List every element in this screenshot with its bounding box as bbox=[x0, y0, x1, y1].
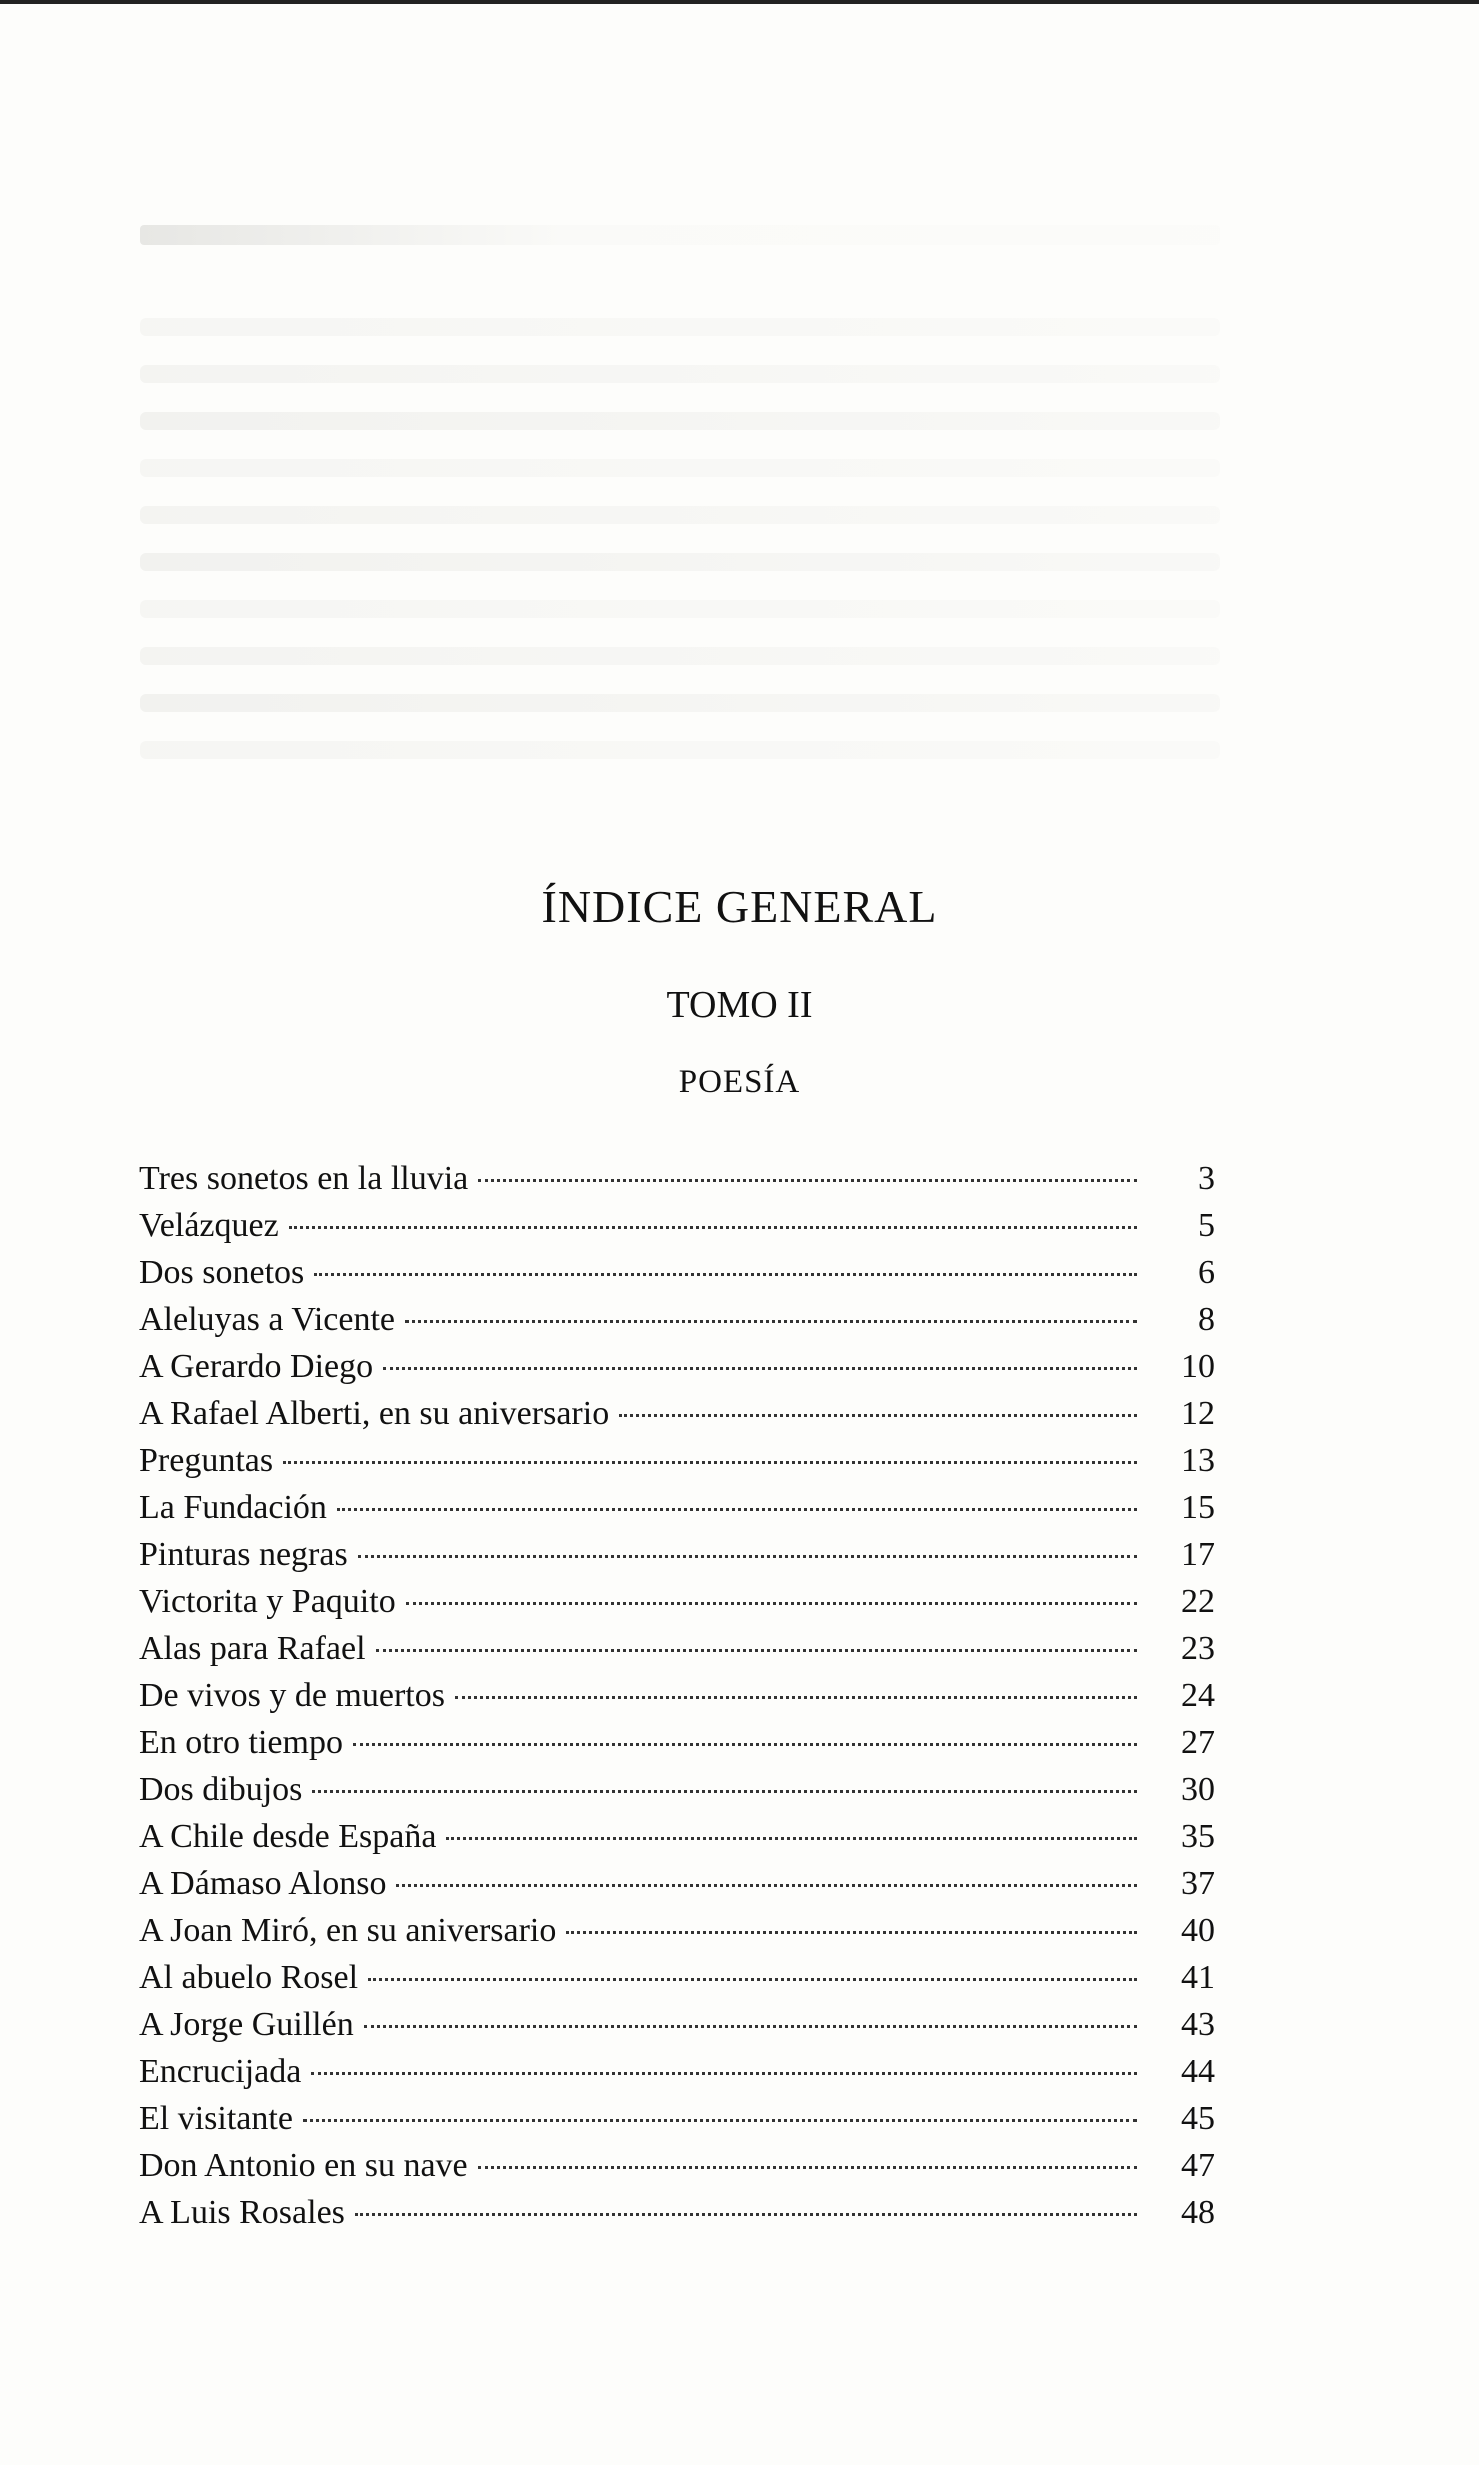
toc-entry bbox=[139, 2142, 1215, 2189]
toc-entry bbox=[139, 1249, 1215, 1296]
toc-entry bbox=[139, 1390, 1215, 1437]
toc-entry bbox=[139, 1437, 1215, 1484]
toc-entry-page: 47 bbox=[1181, 2147, 1215, 2184]
toc-entry bbox=[139, 1954, 1215, 2001]
dot-leader bbox=[405, 1319, 1137, 1323]
index-title: ÍNDICE GENERAL bbox=[541, 881, 938, 932]
dot-leader bbox=[312, 1789, 1137, 1793]
dot-leader bbox=[376, 1648, 1137, 1652]
show-through-line bbox=[140, 459, 1220, 477]
toc-entry-page: 24 bbox=[1181, 1677, 1215, 1714]
show-through-line bbox=[140, 741, 1220, 759]
toc-entry-title: Aleluyas a Vicente bbox=[139, 1301, 396, 1338]
toc-entry bbox=[139, 1672, 1215, 1719]
show-through-line bbox=[140, 694, 1220, 712]
toc-entry bbox=[139, 2048, 1215, 2095]
section-heading: POESÍA bbox=[678, 1064, 801, 1100]
toc-entry-title: De vivos y de muertos bbox=[139, 1677, 445, 1714]
show-through-line bbox=[140, 506, 1220, 524]
toc-entry-title: A Chile desde España bbox=[139, 1818, 437, 1855]
toc-entry-title: Alas para Rafael bbox=[139, 1630, 366, 1667]
toc-entry-page: 5 bbox=[1198, 1207, 1215, 1244]
dot-leader bbox=[368, 1977, 1137, 1981]
toc-entry-title: A Joan Miró, en su aniversario bbox=[139, 1912, 557, 1949]
toc-entry-page: 8 bbox=[1198, 1301, 1215, 1338]
toc-entry bbox=[139, 2189, 1215, 2236]
dot-leader bbox=[283, 1460, 1137, 1464]
toc-entry-title: A Dámaso Alonso bbox=[139, 1865, 387, 1902]
toc-entry-page: 13 bbox=[1181, 1442, 1215, 1479]
toc-entry-title: Victorita y Paquito bbox=[139, 1583, 396, 1620]
toc-entry-title: En otro tiempo bbox=[139, 1724, 343, 1761]
show-through-line bbox=[140, 553, 1220, 571]
toc-entry bbox=[139, 1766, 1215, 1813]
toc-entry-page: 22 bbox=[1181, 1583, 1215, 1620]
toc-entry-page: 41 bbox=[1181, 1959, 1215, 1996]
toc-entry-title: A Luis Rosales bbox=[139, 2194, 345, 2231]
toc-entry-title: Dos dibujos bbox=[139, 1771, 303, 1808]
toc-entry-page: 30 bbox=[1181, 1771, 1215, 1808]
toc-entry bbox=[139, 1907, 1215, 1954]
toc-entry-title: Pinturas negras bbox=[139, 1536, 348, 1573]
dot-leader bbox=[478, 2165, 1137, 2169]
toc-entry-title: Tres sonetos en la lluvia bbox=[139, 1160, 469, 1197]
toc-entry-page: 15 bbox=[1181, 1489, 1215, 1526]
dot-leader bbox=[383, 1366, 1137, 1370]
toc-entry-title: A Gerardo Diego bbox=[139, 1348, 374, 1385]
toc-entry bbox=[139, 1155, 1215, 1202]
table-of-contents bbox=[139, 1155, 1215, 2236]
toc-entry-page: 23 bbox=[1181, 1630, 1215, 1667]
show-through-line bbox=[140, 647, 1220, 665]
dot-leader bbox=[353, 1742, 1137, 1746]
toc-entry-page: 43 bbox=[1181, 2006, 1215, 2043]
dot-leader bbox=[446, 1836, 1137, 1840]
show-through-line bbox=[140, 318, 1220, 336]
toc-entry bbox=[139, 1484, 1215, 1531]
toc-entry bbox=[139, 1531, 1215, 1578]
toc-entry bbox=[139, 2095, 1215, 2142]
toc-entry bbox=[139, 1719, 1215, 1766]
show-through-line bbox=[140, 412, 1220, 430]
dot-leader bbox=[396, 1883, 1137, 1887]
toc-entry bbox=[139, 1625, 1215, 1672]
dot-leader bbox=[364, 2024, 1137, 2028]
toc-entry bbox=[139, 1813, 1215, 1860]
toc-entry-page: 44 bbox=[1181, 2053, 1215, 2090]
toc-entry-page: 6 bbox=[1198, 1254, 1215, 1291]
toc-entry-page: 48 bbox=[1181, 2194, 1215, 2231]
toc-entry-page: 17 bbox=[1181, 1536, 1215, 1573]
show-through-line bbox=[140, 365, 1220, 383]
toc-entry-page: 40 bbox=[1181, 1912, 1215, 1949]
dot-leader bbox=[337, 1507, 1137, 1511]
toc-entry-title: A Rafael Alberti, en su aniversario bbox=[139, 1395, 610, 1432]
toc-entry-page: 35 bbox=[1181, 1818, 1215, 1855]
toc-entry-page: 3 bbox=[1198, 1160, 1215, 1197]
toc-entry bbox=[139, 2001, 1215, 2048]
toc-entry bbox=[139, 1860, 1215, 1907]
toc-entry-page: 12 bbox=[1181, 1395, 1215, 1432]
toc-entry-page: 45 bbox=[1181, 2100, 1215, 2137]
volume-heading: TOMO II bbox=[666, 984, 813, 1026]
toc-entry bbox=[139, 1343, 1215, 1390]
toc-entry-title: Don Antonio en su nave bbox=[139, 2147, 468, 2184]
toc-entry-page: 10 bbox=[1181, 1348, 1215, 1385]
show-through-line bbox=[140, 600, 1220, 618]
dot-leader bbox=[455, 1695, 1137, 1699]
dot-leader bbox=[355, 2212, 1137, 2216]
dot-leader bbox=[314, 1272, 1137, 1276]
toc-entry-title: Dos sonetos bbox=[139, 1254, 305, 1291]
dot-leader bbox=[358, 1554, 1137, 1558]
dot-leader bbox=[289, 1225, 1137, 1229]
toc-entry-title: Al abuelo Rosel bbox=[139, 1959, 359, 1996]
toc-entry-title: A Jorge Guillén bbox=[139, 2006, 354, 2043]
dot-leader bbox=[406, 1601, 1137, 1605]
toc-entry-title: Velázquez bbox=[139, 1207, 279, 1244]
toc-entry-title: Encrucijada bbox=[139, 2053, 302, 2090]
dot-leader bbox=[566, 1930, 1137, 1934]
toc-entry-page: 27 bbox=[1181, 1724, 1215, 1761]
toc-entry-title: La Fundación bbox=[139, 1489, 327, 1526]
toc-entry-page: 37 bbox=[1181, 1865, 1215, 1902]
toc-entry bbox=[139, 1578, 1215, 1625]
toc-entry-title: El visitante bbox=[139, 2100, 293, 2137]
dot-leader bbox=[311, 2071, 1137, 2075]
toc-entry-title: Preguntas bbox=[139, 1442, 274, 1479]
dot-leader bbox=[303, 2118, 1137, 2122]
toc-entry bbox=[139, 1296, 1215, 1343]
toc-entry bbox=[139, 1202, 1215, 1249]
dot-leader bbox=[478, 1178, 1137, 1182]
page-top-edge bbox=[0, 0, 1479, 4]
dot-leader bbox=[619, 1413, 1137, 1417]
show-through-header bbox=[140, 225, 1220, 245]
